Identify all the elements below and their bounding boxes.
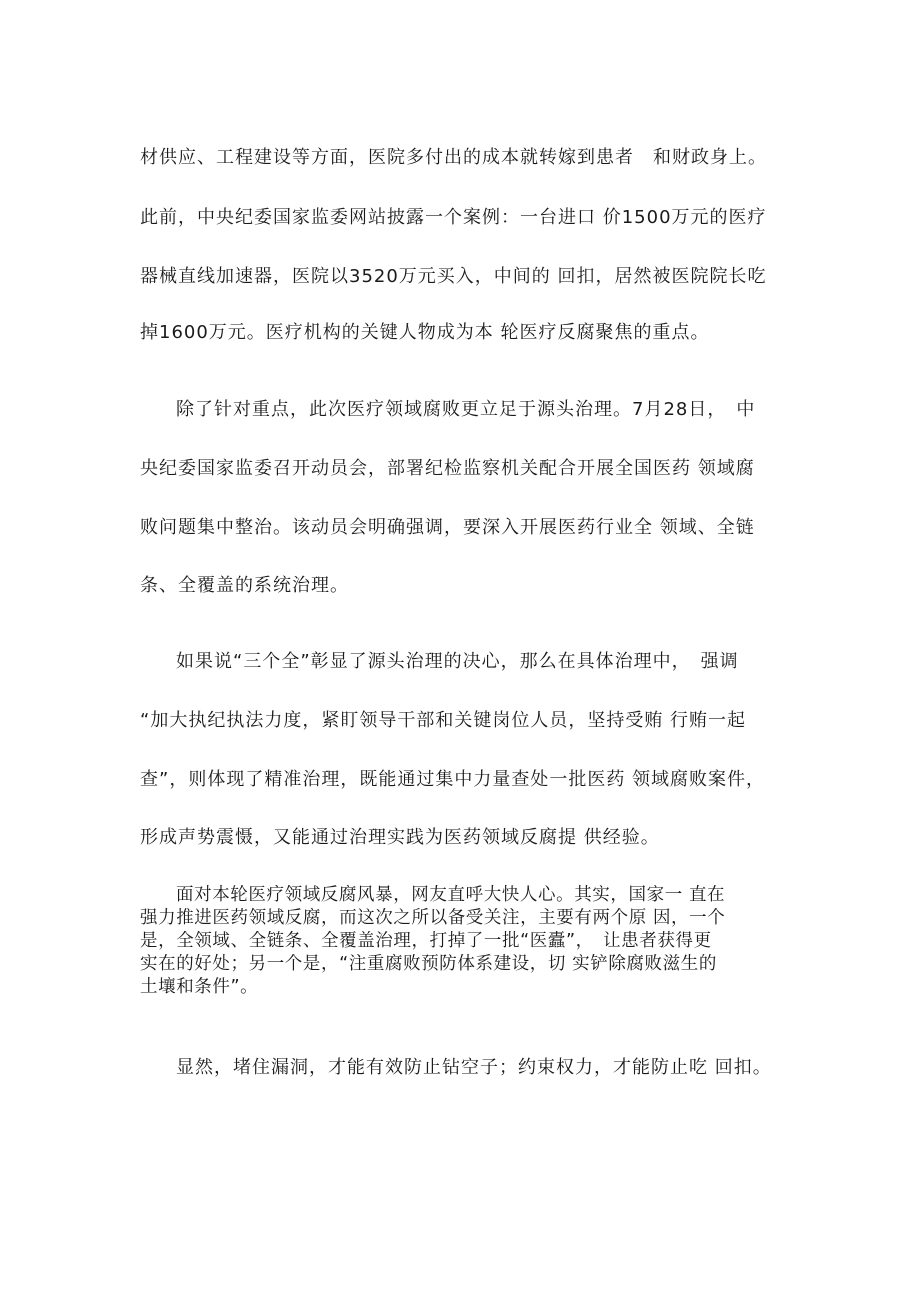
paragraph-3-line-2: “加大执纪执法力度，紧盯领导干部和关键岗位人员，坚持受贿 行贿一起 bbox=[140, 710, 747, 731]
paragraph-4-line-2: 强力推进医药领域反腐，而这次之所以备受关注，主要有两个原 因，一个 bbox=[140, 908, 726, 928]
paragraph-4-line-1: 面对本轮医疗领域反腐风暴，网友直呼大快人心。其实，国家一 直在 bbox=[176, 885, 726, 905]
paragraph-2-line-2: 央纪委国家监委召开动员会，部署纪检监察机关配合开展全国医药 领域腐 bbox=[140, 458, 755, 479]
paragraph-3-line-3: 查”，则体现了精准治理，既能通过集中力量查处一批医药 领域腐败案件， bbox=[140, 769, 766, 790]
paragraph-3-line-1: 如果说“三个全”彰显了源头治理的决心，那么在具体治理中， 强调 bbox=[176, 651, 739, 672]
paragraph-2-line-4: 条、全覆盖的系统治理。 bbox=[140, 575, 349, 596]
paragraph-1-line-1: 材供应、工程建设等方面，医院多付出的成本就转嫁到患者 和财政身上。 bbox=[140, 147, 767, 168]
paragraph-4-line-3: 是，全领域、全链条、全覆盖治理，打掉了一批“医蠹”， 让患者获得更 bbox=[140, 931, 712, 951]
paragraph-4-line-5: 土壤和条件”。 bbox=[140, 977, 259, 997]
paragraph-3-line-4: 形成声势震慑，又能通过治理实践为医药领域反腐提 供经验。 bbox=[140, 827, 660, 848]
paragraph-2-line-3: 败问题集中整治。该动员会明确强调，要深入开展医药行业全 领域、全链 bbox=[140, 517, 755, 538]
paragraph-4-line-4: 实在的好处；另一个是，“注重腐败预防体系建设，切 实铲除腐败滋生的 bbox=[140, 954, 717, 974]
paragraph-5-line-1: 显然，堵住漏洞，才能有效防止钻空子；约束权力，才能防止吃 回扣。 bbox=[176, 1057, 772, 1078]
paragraph-1-line-4: 掉1600万元。医疗机构的关键人物成为本 轮医疗反腐聚焦的重点。 bbox=[140, 322, 710, 343]
paragraph-1-line-2: 此前，中央纪委国家监委网站披露一个案例：一台进口 价1500万元的医疗 bbox=[140, 207, 767, 228]
paragraph-1-line-3: 器械直线加速器，医院以3520万元买入，中间的 回扣，居然被医院院长吃 bbox=[140, 266, 767, 287]
paragraph-2-line-1: 除了针对重点，此次医疗领域腐败更立足于源头治理。7月28日， 中 bbox=[176, 399, 756, 420]
